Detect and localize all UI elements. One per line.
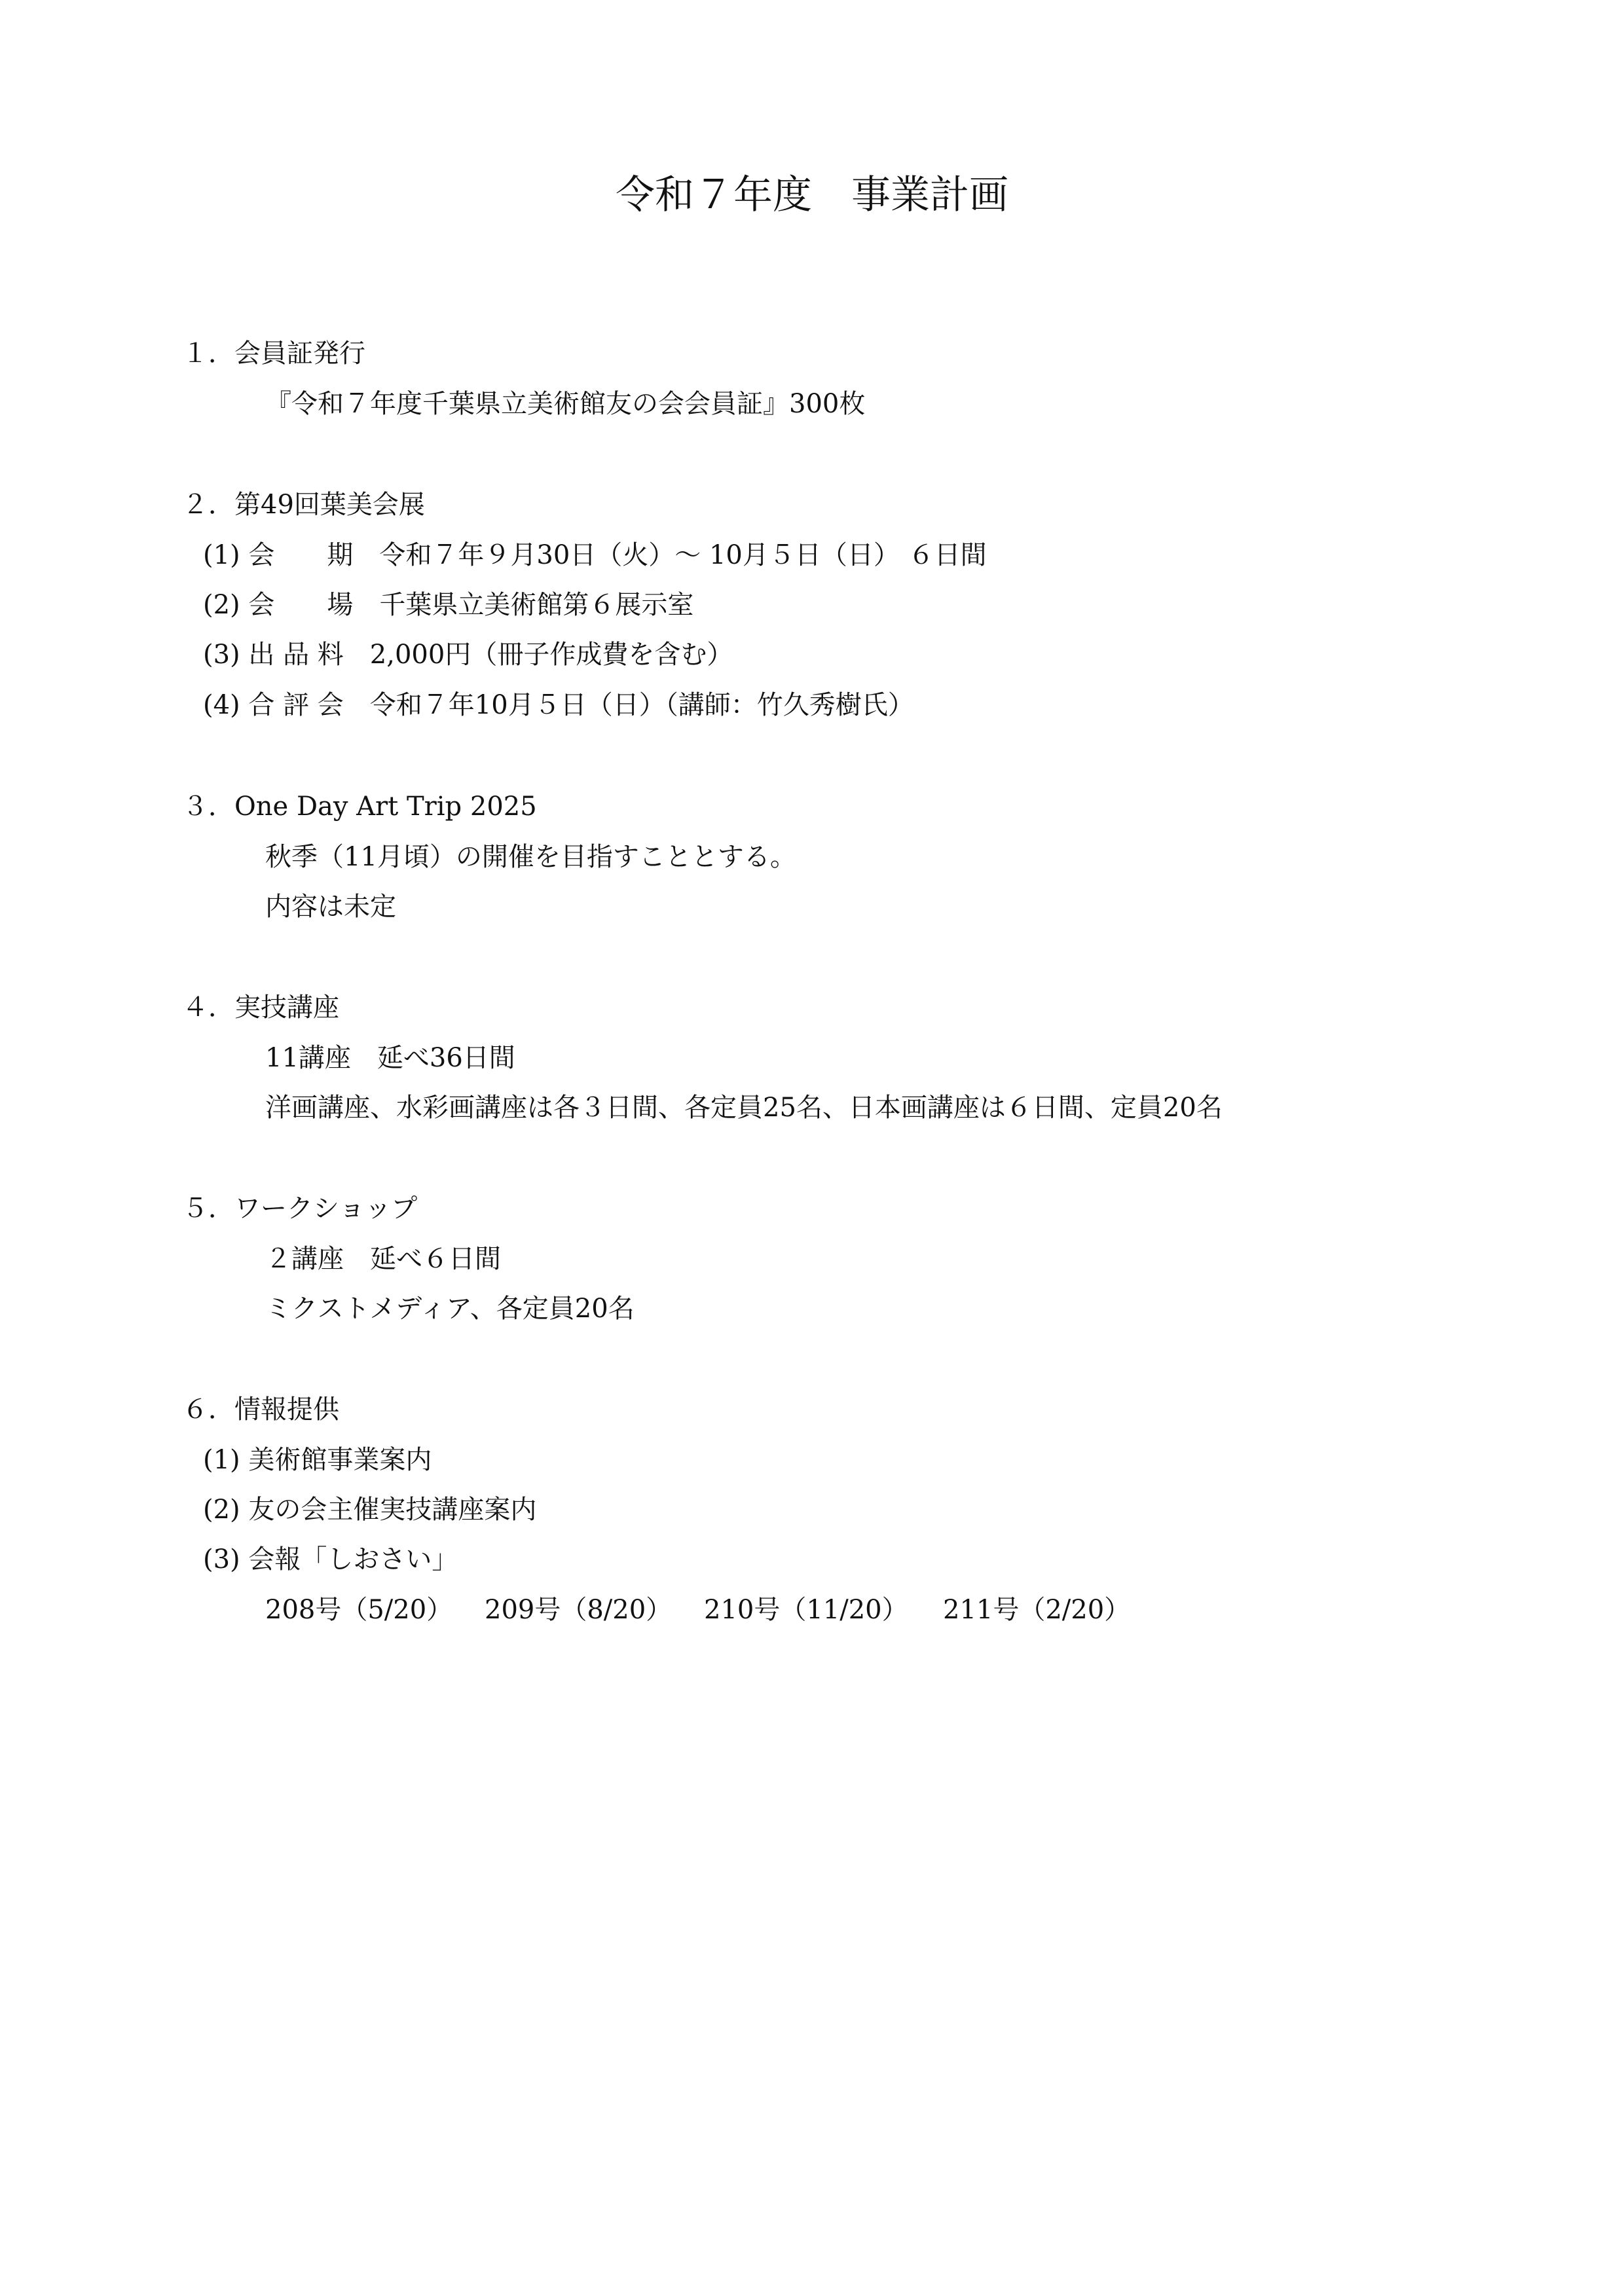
newsletter-issue-209: 209号（8/20） xyxy=(485,1595,673,1625)
section-3-heading: ３．One Day Art Trip 2025 xyxy=(182,792,537,822)
section-6-item-2: (2) 友の会主催実技講座案内 xyxy=(203,1495,537,1525)
section-5-line-2: ミクストメディア、各定員20名 xyxy=(265,1294,635,1324)
newsletter-issue-210: 210号（11/20） xyxy=(704,1595,908,1625)
section-6-heading: ６．情報提供 xyxy=(182,1394,339,1425)
section-4-line-2: 洋画講座、水彩画講座は各３日間、各定員25名、日本画講座は６日間、定員20名 xyxy=(265,1093,1223,1123)
section-3-line-1: 秋季（11月頃）の開催を目指すこととする。 xyxy=(265,842,796,872)
section-5-line-1: ２講座 延べ６日間 xyxy=(265,1244,501,1274)
section-6-item-1: (1) 美術館事業案内 xyxy=(203,1445,432,1475)
section-2-item-1: (1) 会 期 令和７年９月30日（火）～ 10月５日（日） ６日間 xyxy=(203,540,987,570)
section-2-item-4: (4) 合 評 会 令和７年10月５日（日）（講師：竹久秀樹氏） xyxy=(203,690,914,720)
section-2-item-2: (2) 会 場 千葉県立美術館第６展示室 xyxy=(203,590,694,620)
section-3-line-2: 内容は未定 xyxy=(265,892,396,922)
section-6-item-3: (3) 会報「しおさい」 xyxy=(203,1544,458,1575)
section-4-heading: ４．実技講座 xyxy=(182,993,339,1023)
page-title: 令和７年度 事業計画 xyxy=(616,172,1008,218)
newsletter-issue-208: 208号（5/20） xyxy=(265,1595,453,1625)
section-1-heading: １．会員証発行 xyxy=(182,338,365,369)
section-2-heading: ２．第49回葉美会展 xyxy=(182,490,425,520)
newsletter-issue-211: 211号（2/20） xyxy=(943,1595,1131,1625)
section-2-item-3: (3) 出 品 料 2,000円（冊子作成費を含む） xyxy=(203,640,733,670)
section-1-line-1: 『令和７年度千葉県立美術館友の会会員証』300枚 xyxy=(265,389,866,419)
section-5-heading: ５．ワークショップ xyxy=(182,1194,418,1224)
section-4-line-1: 11講座 延べ36日間 xyxy=(265,1043,515,1073)
